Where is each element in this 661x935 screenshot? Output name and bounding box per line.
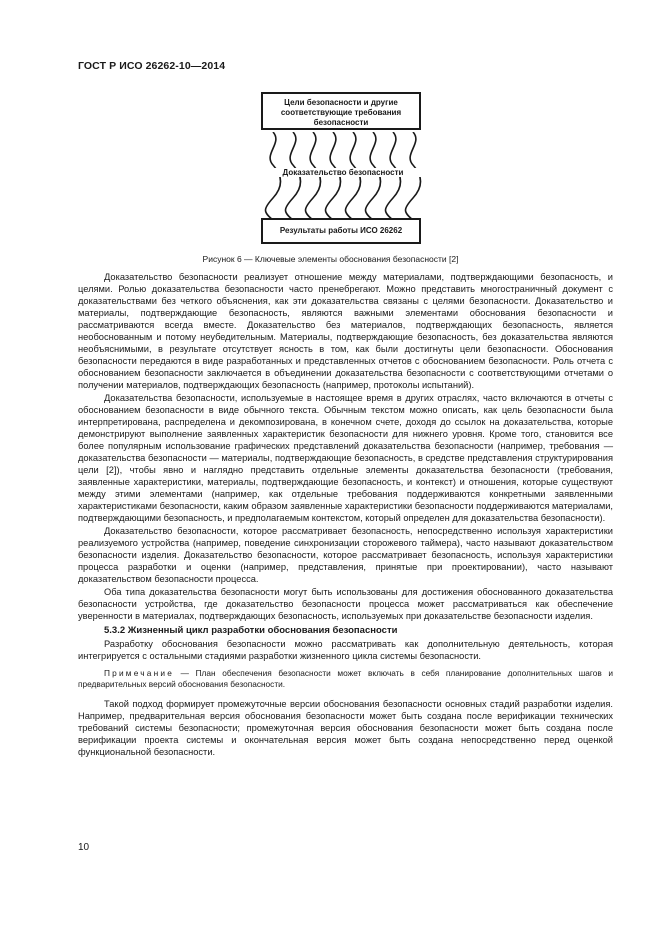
paragraph: Такой подход формирует промежуточные версии обоснования безопасности основных стадий разработки изделия. Например, предварительная версия обоснования безопасности может быть создана после верификации технических требований системы безопасности; промежуточная версия обоснования безопасности может быть создана после верификации проекта системы и окончательная версия может быть создана непосредственно перед оценкой функциональной безопасности.	[78, 699, 613, 757]
note	[78, 668, 613, 690]
safety-goals-box: Цели безопасности и другие соответствующие требования безопасности	[261, 92, 421, 130]
paragraph: Доказательство безопасности, которое рассматривает безопасность, непосредственно используя характеристики реализуемого устройства (например, поведение синхронизации сторожевого таймера), часто называют доказательством безопасности изделия. Доказательство безопасности, которое рассматривает безопасность, используя характеристики процесса разработки и оценки (например, представления, принятые при проектировании), часто называют доказательством безопасности процесса.	[78, 526, 613, 584]
document-header: ГОСТ Р ИСО 26262-10—2014	[78, 60, 226, 72]
figure-caption: Рисунок 6 — Ключевые элементы обоснования безопасности [2]	[202, 254, 459, 264]
note-text: — План обеспечения безопасности может включать в себя планирование дополнительных шагов и предварительных версий обоснования безопасности.	[78, 668, 613, 689]
paragraph: Доказательства безопасности, используемые в настоящее время в других отраслях, часто включаются в отчеты с обоснованием безопасности в виде обычного текста. Обычным текстом можно описать, как цель безопасности была интерпретирована, распределена и декомпозирована, в конечном счете, доходя до ссылок на доказательства, которые демонстрируют выполнение заявленных характеристик безопасности для нижнего уровня. Кроме того, становится все более популярным использование графических представлений доказательства безопасности (например, требования — доказательства безопасности — материалы, подтверждающие безопасность, в средстве представления структурирования цели [2]), чтобы явно и наглядно представить отдельные элементы доказательства безопасности (требования, заявленные характеристики, материалы, подтверждающие безопасность, и контекст) и отношения, которые существуют между этими элементами (например, как отдельные требования поддерживаются конкретными заявленными характеристиками безопасности, каким образом заявленные характеристики безопасности поддерживаются материалами, подтверждающими безопасность, и предполагаемым контекстом, который определен для доказательства безопасности).	[78, 393, 613, 523]
figure-safety-case-elements	[0, 0, 661, 270]
note-prefix: Примечание	[104, 668, 175, 678]
section-heading: 5.3.2 Жизненный цикл разработки обоснования безопасности	[104, 625, 398, 636]
paragraph: Доказательство безопасности реализует отношение между материалами, подтверждающими безопасность, и целями. Ролью доказательства безопасности часто пренебрегают. Можно представить многостраничный документ с доказательствами без четкого объяснения, как эти доказательства связаны с целями безопасности. Доказательство и материалы, подтверждающие безопасность, являются важными элементами обоснования безопасности и рассматриваются всегда вместе. Доказательство без материалов, подтверждающих безопасность, является необоснованным и потому неубедительным. Материалы, подтверждающие безопасность, без доказательства являются необъяснимыми, в результате отсутствует ясность в том, как были достигнуты цели безопасности. Обоснования безопасности передаются в виде разработанных и представленных отчетов с обоснованием безопасности. Роль отчета с обоснованием безопасности заключается в объединении доказательства безопасности с соответствующими отчетами о получении материалов, подтверждающих безопасность (например, протоколы испытаний).	[78, 272, 613, 390]
iso-26262-results-box: Результаты работы ИСО 26262	[261, 218, 421, 244]
page-number: 10	[78, 842, 90, 853]
body-text	[78, 271, 613, 758]
paragraph: Разработку обоснования безопасности можно рассматривать как дополнительную деятельность, которая интегрируется с остальными стадиями разработки жизненного цикла системы безопасности.	[78, 639, 613, 661]
paragraph: Оба типа доказательства безопасности могут быть использованы для достижения обоснованного доказательства безопасности устройства, где доказательство безопасности процесса может рассматриваться как обеспечение уверенности в материалах, подтверждающих безопасность, используемых при доказательстве безопасности изделия.	[78, 587, 613, 621]
safety-argument-label: Доказательство безопасности	[261, 168, 425, 177]
